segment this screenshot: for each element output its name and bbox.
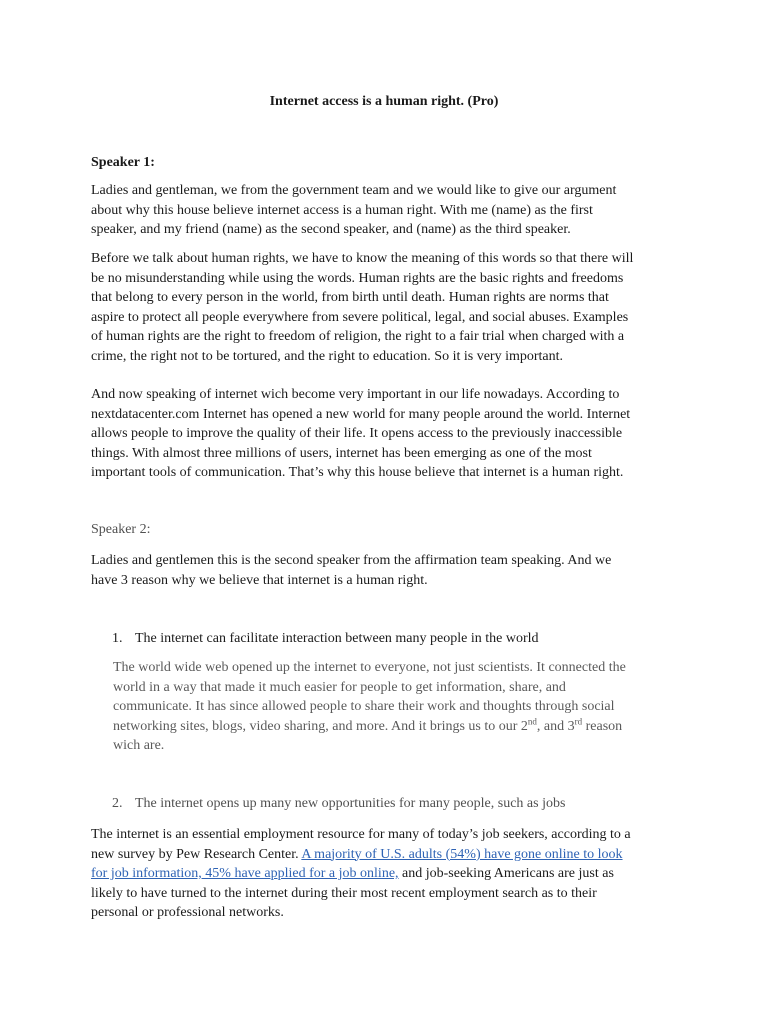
reason-1-item xyxy=(112,629,539,648)
superscript: nd xyxy=(527,715,537,726)
text-fragment: and job-seeking Americans are just as xyxy=(398,866,614,881)
text-line: speaker, and my friend (name) as the second speaker, and (name) as the third speaker. xyxy=(91,222,571,237)
reason-1-quote xyxy=(113,658,673,756)
pew-research-link-part-2[interactable]: for job information, 45% have applied for a job online, xyxy=(91,866,399,881)
list-number: 2. xyxy=(112,796,123,811)
reason-2-paragraph xyxy=(91,825,691,923)
text-line: allows people to improve the quality of their life. It opens access to the previously inaccessible xyxy=(91,426,623,441)
text-line: communicate. It has since allowed people to share their work and thoughts through social xyxy=(113,699,615,714)
text-line: Ladies and gentlemen this is the second speaker from the affirmation team speaking. And we xyxy=(91,553,612,568)
text-line: The world wide web opened up the internet to everyone, not just scientists. It connected the xyxy=(113,660,626,675)
text-fragment: reason xyxy=(582,718,623,734)
text-line: of human rights are the right to freedom of religion, the right to a fair trial when charged with a xyxy=(91,329,625,344)
text-line xyxy=(113,717,673,737)
text-line: personal or professional networks. xyxy=(91,905,284,920)
text-line: things. With almost three millions of users, internet has been emerging as one of the most xyxy=(91,445,592,461)
text-line: Before we talk about human rights, we have to know the meaning of this words so that there will xyxy=(91,251,634,266)
text-fragment: networking sites, blogs, video sharing, and more. And it brings us to our 2 xyxy=(113,718,528,734)
text-line: aspire to protect all people everywhere from severe political, legal, and social abuses. Examples xyxy=(91,309,629,325)
list-item-text: The internet opens up many new opportunities for many people, such as jobs xyxy=(135,796,566,811)
speaker2-paragraph-1 xyxy=(91,551,691,590)
document-title: Internet access is a human right. (Pro) xyxy=(269,94,499,109)
text-line: be no misunderstanding while using the words. Human rights are the basic rights and freedoms xyxy=(91,270,624,286)
superscript: rd xyxy=(574,715,583,726)
text-fragment: , and 3 xyxy=(536,718,575,734)
speaker1-paragraph-3 xyxy=(91,385,691,483)
list-item-text: The internet can facilitate interaction between many people in the world xyxy=(135,631,539,646)
text-line: And now speaking of internet wich become very important in our life nowadays. According to xyxy=(91,387,620,402)
speaker1-paragraph-2 xyxy=(91,249,691,366)
text-line xyxy=(91,845,691,865)
speaker2-heading: Speaker 2: xyxy=(91,522,151,537)
text-line: The internet is an essential employment resource for many of today’s job seekers, according to a xyxy=(91,827,631,842)
speaker1-heading: Speaker 1: xyxy=(91,155,155,170)
reason-2-item xyxy=(112,794,565,813)
text-line: likely to have turned to the internet during their most recent employment search as to their xyxy=(91,885,597,901)
text-line: have 3 reason why we believe that internet is a human right. xyxy=(91,572,428,588)
text-line: world in a way that made it much easier for people to get information, share, and xyxy=(113,679,566,695)
text-line xyxy=(91,864,691,884)
text-line: about why this house believe internet access is a human right. With me (name) as the first xyxy=(91,202,593,218)
text-line: wich are. xyxy=(113,738,165,753)
text-line: crime, the right not to be tortured, and the right to education. So it is very important. xyxy=(91,348,564,364)
speaker1-paragraph-1 xyxy=(91,181,691,240)
text-fragment: new survey by Pew Research Center. xyxy=(91,846,302,862)
text-line: Ladies and gentleman, we from the government team and we would like to give our argument xyxy=(91,183,617,198)
list-number: 1. xyxy=(112,631,123,646)
text-line: important tools of communication. That’s why this house believe that internet is a human right. xyxy=(91,465,624,480)
text-line: nextdatacenter.com Internet has opened a new world for many people around the world. Internet xyxy=(91,406,631,422)
pew-research-link-part-1[interactable]: A majority of U.S. adults (54%) have gone online to look xyxy=(301,846,623,862)
text-line: that belong to every person in the world, from birth until death. Human rights are norms that xyxy=(91,290,609,305)
